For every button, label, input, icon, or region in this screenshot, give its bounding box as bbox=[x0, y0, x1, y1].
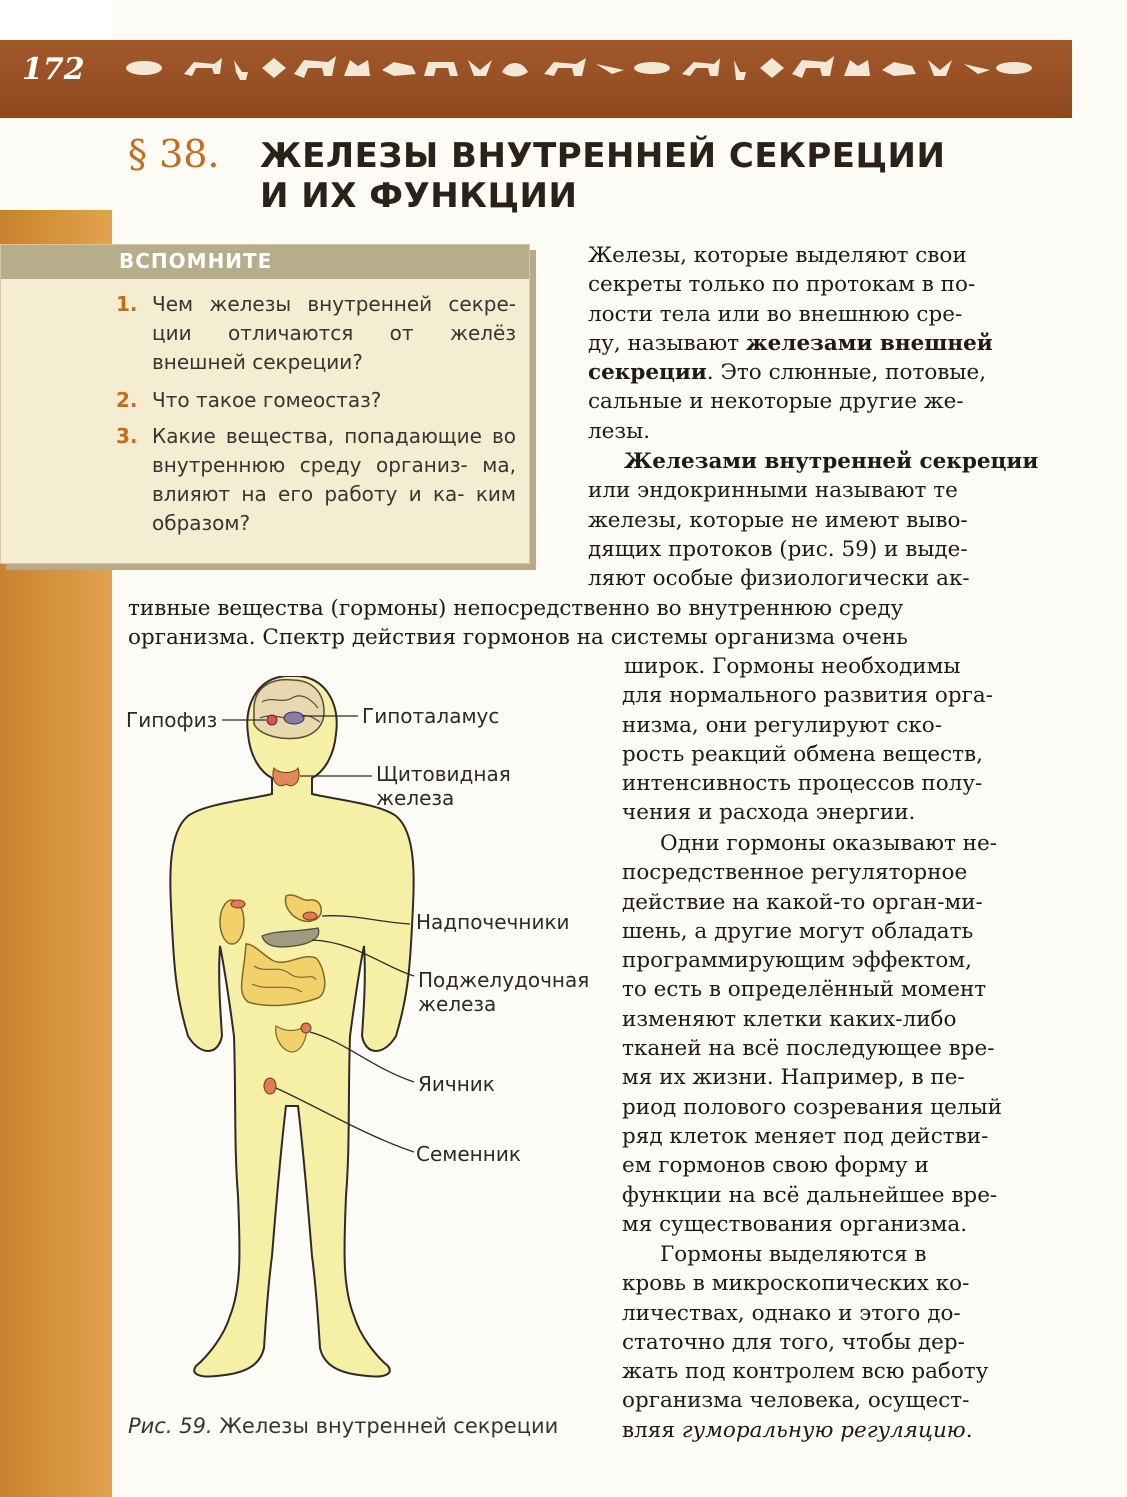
text-line: тивные вещества (гормоны) непосредственно во внутреннюю среду bbox=[128, 596, 904, 621]
page-number: 172 bbox=[22, 52, 85, 87]
text-line: риод полового созревания целый bbox=[622, 1094, 1002, 1120]
text-line: лезы. bbox=[588, 418, 651, 444]
label-pituitary: Гипофиз bbox=[126, 708, 218, 732]
text-line: Одни гормоны оказывают не- bbox=[660, 831, 997, 856]
text-line: программирующим эффектом, bbox=[622, 948, 972, 974]
text-line: организма. Спектр действия гормонов на системы организма очень bbox=[128, 625, 908, 651]
text-line: то есть в определённый момент bbox=[622, 977, 987, 1003]
text-line: интенсивность процессов полу- bbox=[622, 771, 983, 797]
text-line: чения и расхода энергии. bbox=[622, 800, 916, 826]
paragraph-3 bbox=[622, 829, 1064, 1239]
recall-title: ВСПОМНИТЕ bbox=[119, 249, 273, 273]
text-line: ем гормонов свою форму и bbox=[622, 1153, 929, 1179]
text-line: лости тела или во внешнюю сре- bbox=[588, 301, 963, 327]
text-line: изменяют клетки каких-либо bbox=[622, 1006, 957, 1032]
endocrine-glands-figure bbox=[126, 676, 606, 1396]
section-number: § 38. bbox=[128, 132, 220, 176]
text-line: мя существования организма. bbox=[622, 1211, 968, 1237]
text-line: секреции. Это слюнные, потовые, bbox=[588, 360, 987, 386]
label-pancreas: Поджелудочная железа bbox=[418, 968, 590, 1016]
paragraph-2-tail bbox=[622, 652, 1064, 828]
text-line: рость реакций обмена веществ, bbox=[622, 741, 983, 767]
text-line: секреты только по протокам в по- bbox=[588, 272, 976, 298]
label-testis: Семенник bbox=[416, 1142, 521, 1166]
text-line: низма, они регулируют ско- bbox=[622, 712, 942, 738]
text-line: для нормального развития орга- bbox=[622, 683, 993, 709]
paragraph-1 bbox=[588, 241, 1064, 446]
text-line: вляя гуморальную регуляцию. bbox=[622, 1417, 973, 1443]
text-line: шень, а другие могут обладать bbox=[622, 918, 974, 944]
adrenal-gland-left bbox=[231, 900, 245, 908]
text-line: дящих протоков (рис. 59) и выде- bbox=[588, 536, 968, 562]
text-line: функции на всё дальнейшее вре- bbox=[622, 1182, 998, 1208]
paragraph-2-wide bbox=[128, 594, 1064, 653]
question-number: 3. bbox=[116, 424, 138, 448]
brain-icon bbox=[254, 680, 324, 739]
text-line: кровь в микроскопических ко- bbox=[622, 1271, 970, 1297]
text-line: жать под контролем всю работу bbox=[622, 1359, 989, 1385]
paragraph-2 bbox=[588, 447, 1064, 593]
adrenal-gland-right bbox=[303, 912, 317, 920]
title-line-1: ЖЕЛЕЗЫ ВНУТРЕННЕЙ СЕКРЕЦИИ bbox=[260, 136, 946, 176]
hypothalamus bbox=[284, 712, 304, 724]
testis-gland bbox=[264, 1078, 276, 1094]
animal-silhouettes-decoration bbox=[124, 50, 1034, 86]
ovary-gland bbox=[301, 1023, 311, 1033]
text-line: тканей на всё последующее вре- bbox=[622, 1036, 995, 1062]
label-hypothalamus: Гипоталамус bbox=[362, 704, 500, 728]
label-adrenal: Надпочечники bbox=[416, 910, 570, 934]
question-number: 1. bbox=[116, 292, 138, 316]
question-text: Что такое гомеостаз? bbox=[152, 388, 382, 412]
text-line: или эндокринными называют те bbox=[588, 478, 958, 504]
label-thyroid: Щитовидная железа bbox=[376, 762, 511, 810]
text-line: Железами внутренней секреции bbox=[624, 449, 1039, 474]
text-line: мя их жизни. Например, в пе- bbox=[622, 1065, 965, 1091]
text-line: ляют особые физиологически ак- bbox=[588, 566, 970, 592]
question-text: Чем железы внутренней секре- ции отличаются от желёз внешней секреции? bbox=[152, 292, 516, 374]
text-line: организма человека, осущест- bbox=[622, 1388, 970, 1414]
question-number: 2. bbox=[116, 388, 138, 412]
text-line: ряд клеток меняет под действи- bbox=[622, 1123, 989, 1149]
title-line-2: И ИХ ФУНКЦИИ bbox=[260, 176, 578, 216]
text-line: ду, называют железами внешней bbox=[588, 330, 993, 356]
text-line: широк. Гормоны необходимы bbox=[624, 654, 961, 679]
text-line: Гормоны выделяются в bbox=[660, 1242, 927, 1267]
page-title bbox=[260, 136, 945, 216]
text-line: сальные и некоторые другие же- bbox=[588, 389, 964, 415]
question-text: Какие вещества, попадающие во внутреннюю среду организ- ма, влияют на его работу и ка- ким образом? bbox=[152, 424, 516, 535]
label-ovary: Яичник bbox=[418, 1072, 495, 1096]
pituitary-gland bbox=[267, 715, 277, 725]
text-line: Железы, которые выделяют свои bbox=[588, 243, 967, 268]
text-line: действие на какой-то орган-ми- bbox=[622, 889, 983, 915]
text-line: посредственное регуляторное bbox=[622, 860, 968, 886]
figure-caption: Рис. 59. Железы внутренней секреции bbox=[128, 1414, 559, 1438]
paragraph-4 bbox=[622, 1240, 1064, 1445]
text-line: статочно для того, чтобы дер- bbox=[622, 1329, 965, 1355]
text-line: личествах, однако и этого до- bbox=[622, 1300, 961, 1326]
text-line: железы, которые не имеют выво- bbox=[588, 507, 968, 533]
